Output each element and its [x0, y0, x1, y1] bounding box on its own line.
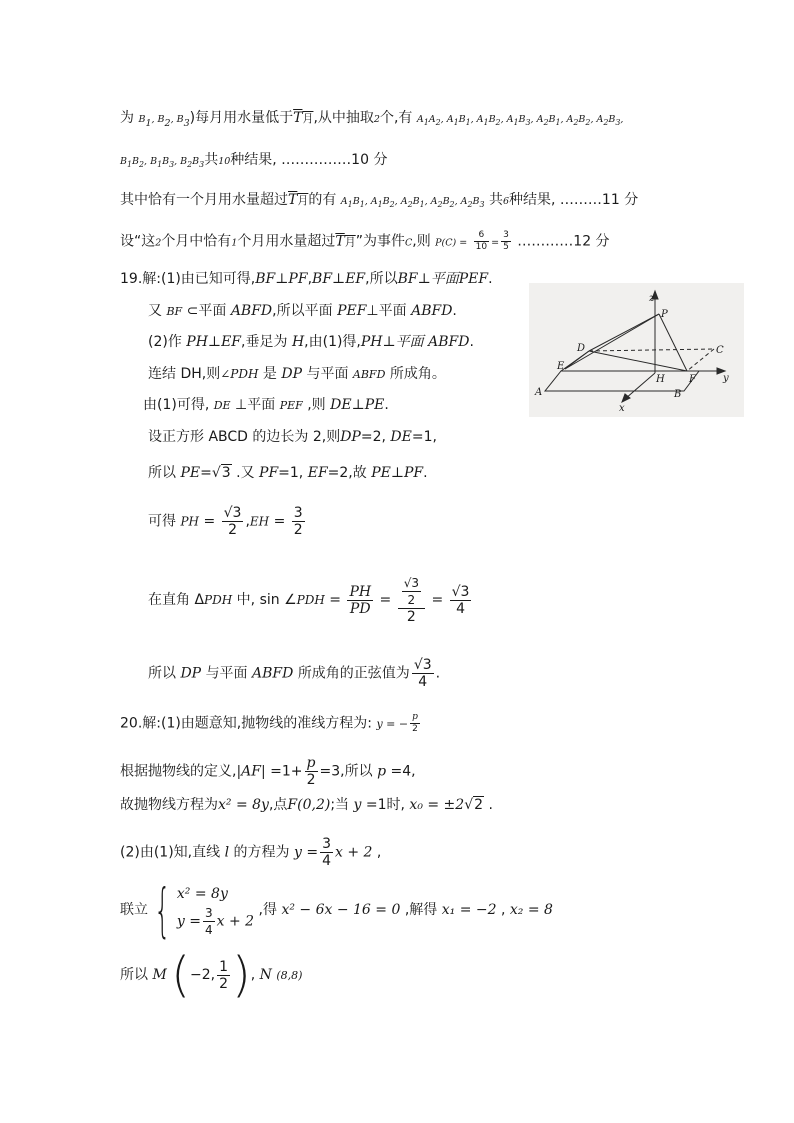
text: ,从中抽取: [313, 110, 374, 126]
q19-line4: 连结 DH,则∠PDH 是 DP 与平面 ABFD 所成角。: [148, 366, 446, 382]
text: ,则: [412, 233, 431, 250]
text-line: 其中恰有一个月用水量超过$\overline{T}$月的有 $A_1B_1$, $A_1B_2$, $A_2B_1$, $A_2B_2$, $A_2B_3$ 共6种结果, ………11 分: [120, 192, 639, 209]
label-c: C: [716, 345, 724, 356]
text: 个月中恰有: [161, 233, 232, 250]
fraction: $\frac{√3}{2}$: [223, 505, 242, 538]
number: 2: [155, 237, 162, 249]
label-p: P: [661, 309, 668, 320]
t-bar: $\overline{T}$: [335, 233, 345, 250]
text: 共: [204, 152, 219, 168]
text: 个,有: [379, 110, 413, 126]
fraction: $\frac{1}{2}$: [219, 958, 228, 992]
text-line: [120, 230, 610, 254]
label-a: A: [535, 387, 543, 398]
fraction: $\frac{\frac{√3}{2}}{2}$: [398, 575, 425, 625]
text-line: $B_1B_2$, $B_1B_3$, $B_2B_3$共10种结果, ……………10 分: [120, 152, 388, 169]
text: ”为事件: [355, 233, 405, 250]
event-c: C: [404, 237, 413, 249]
fraction: $\frac{√3}{4}$: [451, 583, 470, 617]
label-b: B: [674, 389, 682, 400]
text: …………12 分: [517, 233, 610, 250]
q20-line1: 20.解:(1)由题意知,抛物线的准线方程为: y = − $\frac{p}{2}$: [120, 712, 418, 734]
label-h: H: [656, 374, 665, 385]
q20-line6: 所以 M (−2, $\frac{1}{2}$ ), N (8,8): [120, 947, 303, 1003]
label-z: z: [649, 293, 655, 304]
fraction: $\frac{PH}{PD}$: [349, 583, 372, 617]
number: 2: [373, 114, 380, 125]
fraction: $\frac{3}{4}$: [322, 836, 331, 869]
q20-line4: (2)由(1)知,直线 l 的方程为 y = $\frac{3}{4}$ x + 2 ,: [120, 836, 382, 869]
q20-line2: 根据抛物线的定义,|AF| =1+ $\frac{p}{2}$ =3,所以 p =4,: [120, 755, 416, 788]
t-bar: $\overline{T}$: [288, 192, 298, 208]
t-bar: $\overline{T}$: [293, 110, 303, 126]
q19-line5: 由(1)可得, DE ⊥平面 PEF ,则 DE⊥PE.: [143, 397, 389, 413]
text: 为: [120, 110, 139, 126]
fraction: $\frac{√3}{4}$: [413, 657, 432, 690]
label-x: x: [619, 403, 625, 414]
formula: P(C) =: [435, 237, 468, 249]
t-sub: 月: [302, 112, 314, 125]
q19-line10: 所以 DP 与平面 ABFD 所成角的正弦值为 $\frac{√3}{4}$ .: [148, 657, 441, 690]
q19-line3: (2)作 PH⊥EF,垂足为 H,由(1)得,PH⊥平面 ABFD.: [148, 334, 474, 350]
text: 其中恰有一个月用水量超过: [120, 192, 288, 208]
t-sub: 月: [297, 194, 309, 207]
q20-line3: 故抛物线方程为x² = 8y,点F(0,2);当 y =1时, x₀ = ±2√2 .: [120, 797, 493, 813]
fraction: $\frac{6}{10}$: [475, 230, 488, 252]
label-d: D: [577, 343, 586, 354]
t-sub: 月: [344, 235, 356, 249]
text: 种结果, ……………10 分: [230, 152, 388, 168]
geometry-figure: [529, 283, 744, 417]
q19-line8: 可得 PH = $\frac{√3}{2}$ ,EH = $\frac{3}{2}$: [148, 505, 303, 538]
equation-system: x² = 8y y = $\frac{3}{4}$ x + 2: [176, 885, 255, 937]
text: 的有: [308, 192, 337, 208]
number: 10: [218, 156, 231, 167]
q19-line1: 19.解:(1)由已知可得,BF⊥PF,BF⊥EF,所以BF⊥平面PEF.: [120, 271, 493, 287]
number: 1: [231, 237, 238, 249]
fraction: $\frac{3}{5}$: [503, 230, 509, 252]
fraction: $\frac{p}{2}$: [306, 755, 316, 788]
label-y: y: [723, 373, 729, 384]
number: 6: [502, 196, 510, 207]
label-e: E: [557, 361, 565, 372]
text: 种结果, ………11 分: [509, 192, 639, 208]
q19-line9: 在直角 ΔPDH 中, sin ∠PDH = $\frac{PH}{PD}$ = $\frac{\frac{√3}{2}}{2}$ = $\frac{√3}{4}$: [148, 576, 470, 625]
label-f: F: [689, 374, 696, 385]
text: 个月用水量超过: [237, 233, 336, 250]
text: =: [491, 237, 500, 249]
text: 共: [488, 192, 503, 208]
fraction: $\frac{3}{2}$: [293, 505, 303, 538]
q19-line6: 设正方形 ABCD 的边长为 2,则DP=2, DE=1,: [148, 429, 437, 445]
q19-line2: 又 BF ⊂平面 ABFD,所以平面 PEF⊥平面 ABFD.: [148, 303, 457, 319]
q20-line5: 联立 { x² = 8y y = $\frac{3}{4}$ x + 2 ,得 x² − 6x − 16 = 0 ,解得 x₁ = −2 , x₂ = 8: [120, 876, 553, 944]
q19-line7: 所以 PE=√3 .又 PF=1, EF=2,故 PE⊥PF.: [148, 465, 428, 481]
text-line: 为 $B_1$, $B_2$, $B_3$)每月用水量低于$\overline{T}$月,从中抽取2个,有 $A_1A_2$, $A_1B_1$, $A_1B_2$, $A_1B_3$, $A_2B_1$, $A_2B_2$, $A_2B_3$,: [120, 110, 624, 129]
text: )每月用水量低于: [189, 110, 294, 126]
text: 设“这: [120, 233, 156, 250]
fraction: $\frac{p}{2}$: [412, 712, 418, 734]
pyramid-diagram: [529, 283, 744, 417]
